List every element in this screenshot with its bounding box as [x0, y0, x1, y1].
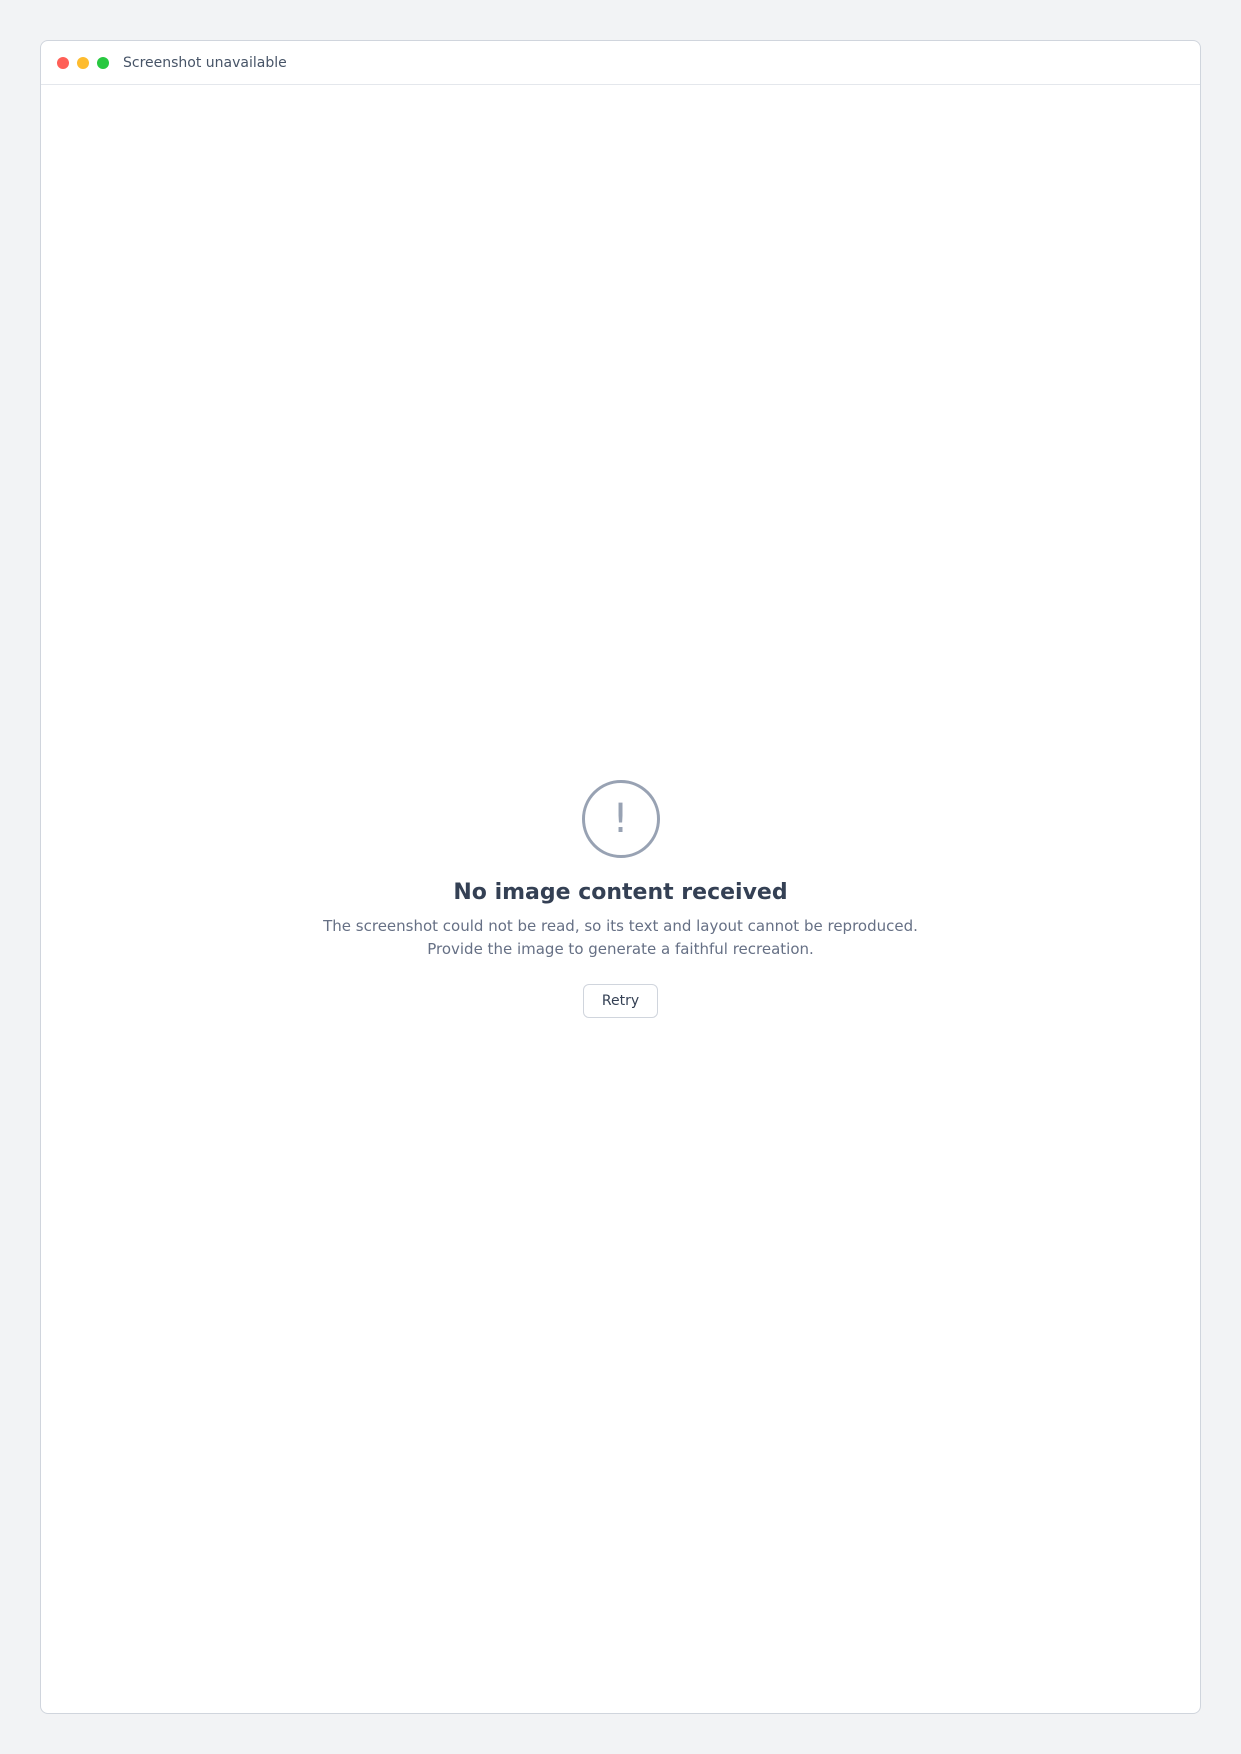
empty-state	[41, 85, 1200, 1713]
image-missing-icon: !	[582, 780, 660, 858]
maximize-icon[interactable]	[97, 57, 109, 69]
empty-state-detail: The screenshot could not be read, so its text and layout cannot be reproduced. Provide the image to generate a faithful recreation.	[323, 917, 918, 958]
window-title: Screenshot unavailable	[123, 54, 287, 71]
close-icon[interactable]	[57, 57, 69, 69]
retry-button[interactable]: Retry	[583, 984, 658, 1018]
app-window	[40, 40, 1201, 1714]
title-bar	[41, 41, 1200, 85]
minimize-icon[interactable]	[77, 57, 89, 69]
empty-state-heading: No image content received	[453, 880, 788, 905]
window-controls	[57, 57, 109, 69]
